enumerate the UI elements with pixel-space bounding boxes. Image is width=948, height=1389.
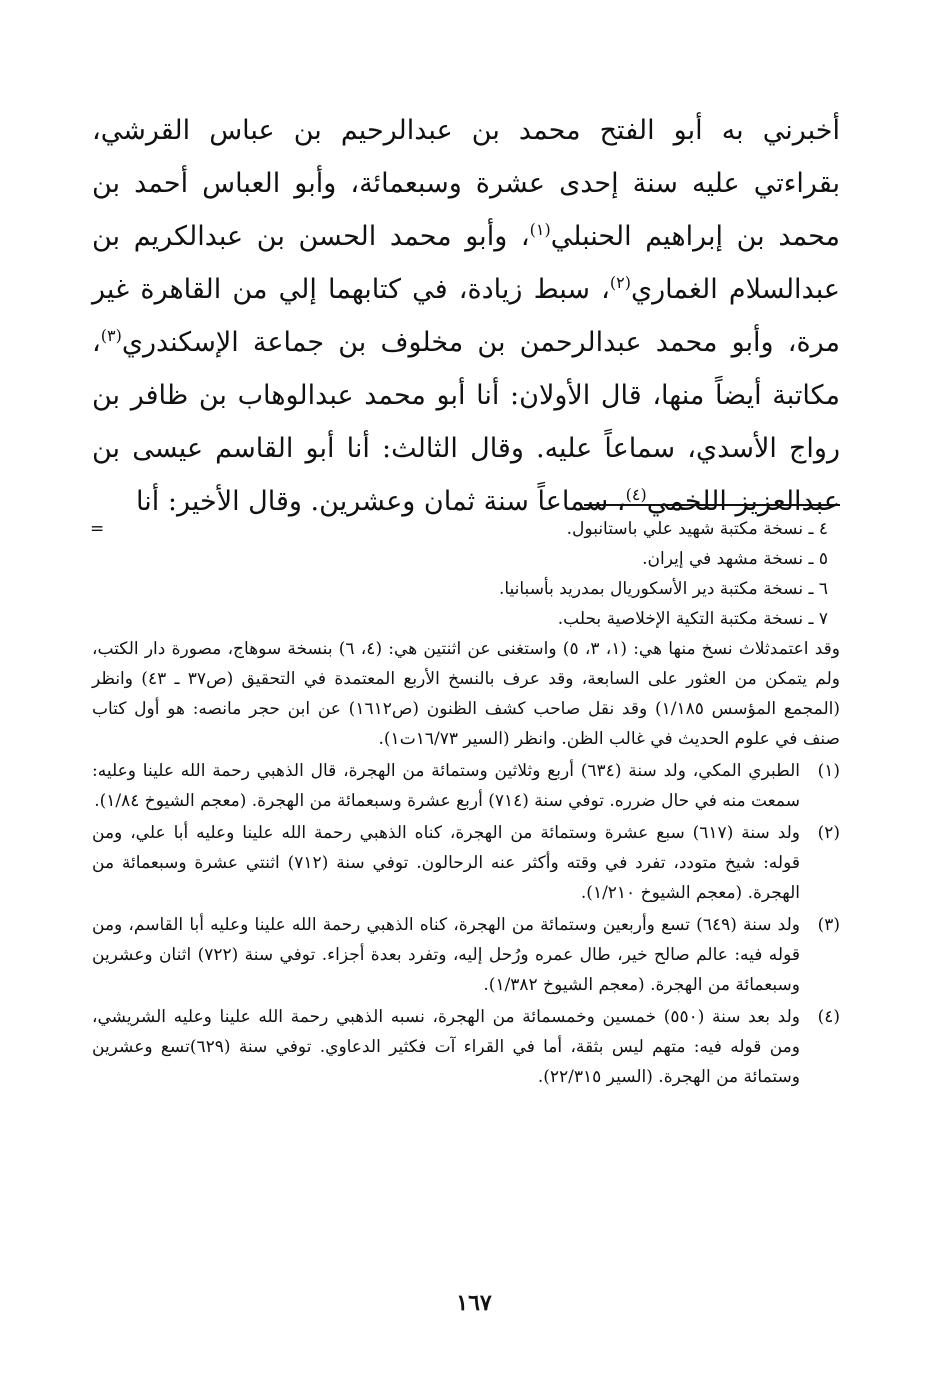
list-item-text: نسخة مكتبة دير الأسكوريال بمدريد بأسبانيا. — [498, 579, 804, 599]
main-text — [92, 104, 840, 528]
footnote-3 — [92, 910, 840, 1000]
footnote-number: (١) — [817, 761, 840, 781]
continuation-marker: = — [90, 519, 105, 539]
footnote-ref-4: (٤) — [625, 485, 647, 504]
manuscript-list-item: = ٤ ـ نسخة مكتبة شهيد علي باستانبول. — [92, 514, 840, 544]
main-text-segment: ، سماعاً سنة ثمان وعشرين. وقال الأخير: أنا — [136, 486, 626, 517]
footnote-1 — [92, 756, 840, 816]
list-item-number: ٤ — [818, 519, 828, 539]
footnote-divider — [584, 504, 840, 506]
list-item-text: نسخة مكتبة التكية الإخلاصية بحلب. — [557, 609, 804, 629]
manuscript-list-item: ٧ ـ نسخة مكتبة التكية الإخلاصية بحلب. — [557, 609, 828, 629]
footnote-number: (٤) — [817, 1007, 840, 1027]
main-text-segment: ، وأبو محمد الحسن بن عبدالكريم بن عبدالسلام الغماري — [92, 221, 840, 305]
main-text-segment: ، سبط زيادة، في كتابهما إلي من القاهرة غير مرة، وأبو محمد عبدالرحمن بن مخلوف بن جماعة الإسكندري — [92, 274, 840, 358]
footnote-text: ولد بعد سنة (٥٥٠) خمسين وخمسمائة من الهجرة، نسبه الذهبي رحمة الله علينا وعليه الشريشي، ومن قوله فيه: متهم ليس بثقة، أما في القراء آت فكثير الدعاوي. توفي سنة (٦٢٩)تسع وعشرين وستمائة من الهجرة. (السير ٢٢/٣١٥). — [92, 1007, 800, 1087]
manuscript-list-item: ٥ ـ نسخة مشهد في إيران. — [642, 549, 828, 569]
page-number: ١٦٧ — [456, 1290, 492, 1316]
footnote-text: الطبري المكي، ولد سنة (٦٣٤) أربع وثلاثين وستمائة من الهجرة، قال الذهبي رحمة الله علينا وعليه: سمعت منه في حال ضرره. توفي سنة (٧١٤) أربع عشرة وسبعمائة من الهجرة. (معجم الشيوخ ١/٨٤). — [92, 761, 800, 811]
footnote-2 — [92, 818, 840, 908]
main-text-segment: ، مكاتبة أيضاً منها، قال الأولان: أنا أبو محمد عبدالوهاب بن ظافر بن رواج الأسدي، سماعاً عليه. وقال الثالث: أنا أبو القاسم عيسى بن عبدالعزيز اللخمي — [92, 327, 840, 517]
list-item-number: ٦ — [818, 579, 828, 599]
main-text-segment: أخبرني به أبو الفتح محمد بن عبدالرحيم بن عباس القرشي، بقراءتي عليه سنة إحدى عشرة وسبعمائة، وأبو العباس أحمد بن محمد بن إبراهيم الحنبلي — [92, 115, 840, 252]
footnote-ref-3: (٣) — [100, 326, 122, 345]
footnote-text: ولد سنة (٦١٧) سبع عشرة وستمائة من الهجرة، كناه الذهبي رحمة الله علينا وعليه أبا علي، ومن قوله: شيخ متودد، تفرد في وقته وأكثر عنه الرحالون. توفي سنة (٧١٢) اثنتي عشرة وسبعمائة من الهجرة. (معجم الشيوخ ١/٢١٠). — [92, 823, 801, 903]
footnote-4 — [92, 1002, 840, 1092]
footnote-continuation-paragraph: وقد اعتمدثلاث نسخ منها هي: (١، ٣، ٥) واستغنى عن اثنتين هي: (٤، ٦) بنسخة سوهاج، مصورة دار الكتب، ولم يتمكن من العثور على السابعة، وقد عرف بالنسخ الأربع المعتمدة في التحقيق (ص٣٧ ـ ٤٣) وانظر (المجمع المؤسس ١/١٨٥) وقد نقل صاحب كشف الظنون (ص١٦١٢) عن ابن حجر مانصه: هو أول كتاب صنف في علوم الحديث في غالب الظن. وانظر (السير ١٦/٧٣ت١). — [92, 639, 841, 749]
manuscript-list-item: ٦ ـ نسخة مكتبة دير الأسكوريال بمدريد بأسبانيا. — [498, 579, 828, 599]
list-item-number: ٧ — [818, 609, 828, 629]
footnote-ref-2: (٢) — [609, 273, 631, 292]
footnote-text: ولد سنة (٦٤٩) تسع وأربعين وستمائة من الهجرة، كناه الذهبي رحمة الله علينا وعليه أبا القاسم، ومن قوله فيه: عالم صالح خير، طال عمره ورُحل إليه، وتفرد بعدة أجزاء. توفي سنة (٧٢٢) اثنان وعشرين وسبعمائة من الهجرة. (معجم الشيوخ ١/٣٨٢). — [92, 915, 800, 995]
footnote-number: (٢) — [817, 823, 840, 843]
list-item-text: نسخة مشهد في إيران. — [642, 549, 804, 569]
footnotes-section — [92, 514, 840, 1092]
footnote-number: (٣) — [817, 915, 840, 935]
list-item-text: نسخة مكتبة شهيد علي باستانبول. — [566, 519, 804, 539]
list-item-number: ٥ — [818, 549, 828, 569]
footnote-ref-1: (١) — [529, 220, 551, 239]
